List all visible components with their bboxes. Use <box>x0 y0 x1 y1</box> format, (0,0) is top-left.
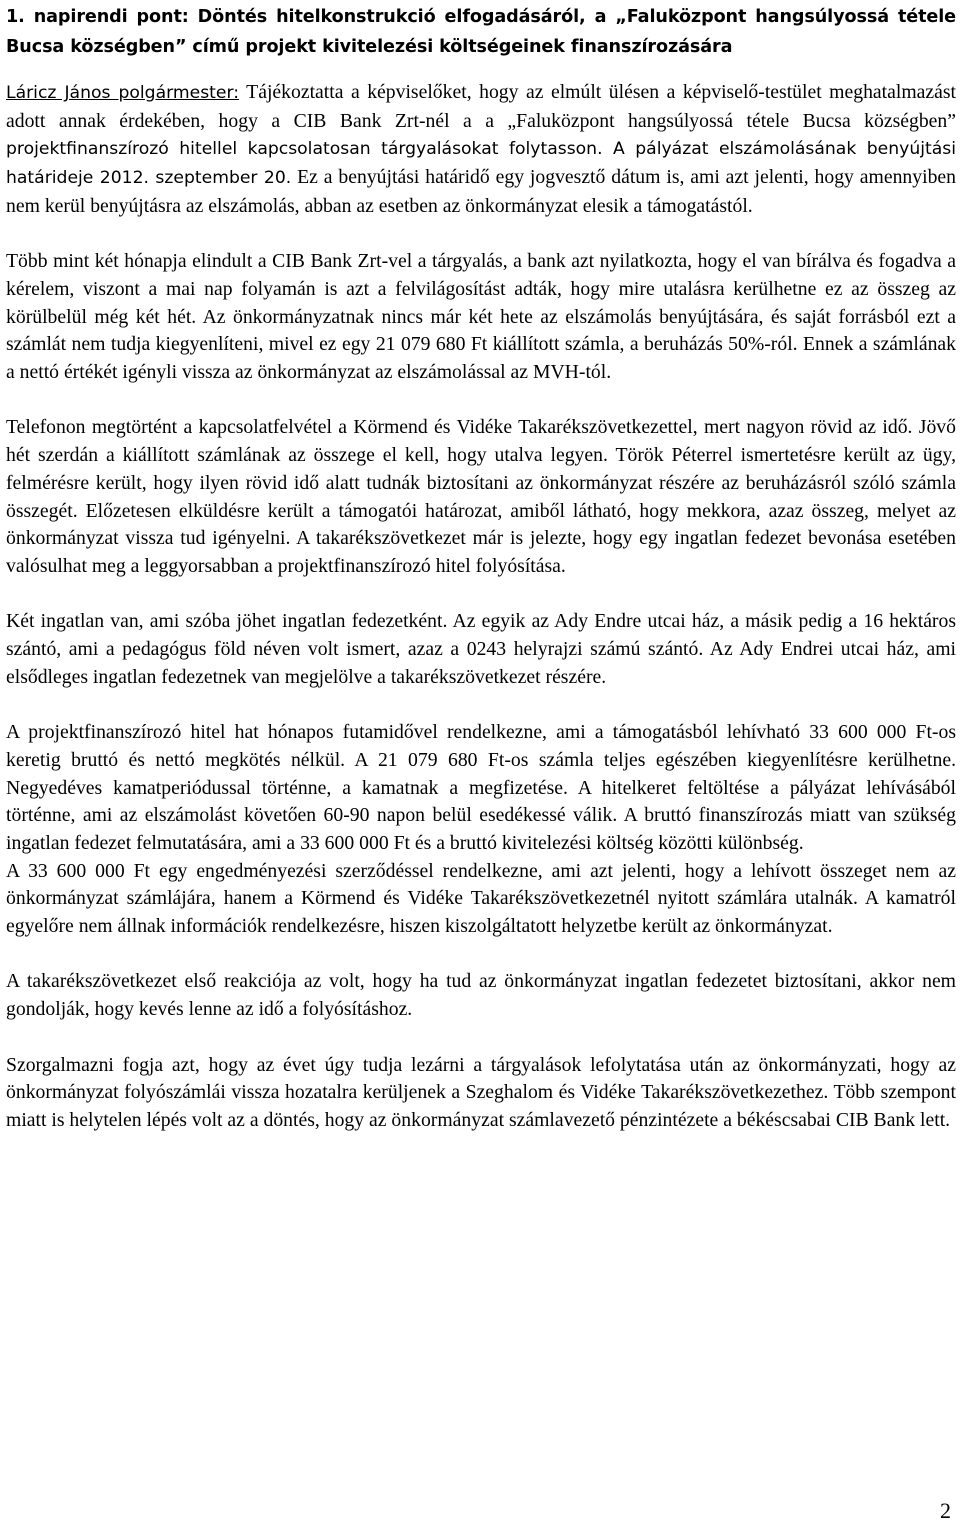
paragraph-cib-negotiation: Több mint két hónapja elindult a CIB Bank Zrt-vel a tárgyalás, a bank azt nyilatkozta, hogy el van bírálva és fogadva a kérelem, viszont a mai nap folyamán is azt a felvilágosítást adták, hogy mire utalásra kerülhetne ez az összeg az körülbelül még két hét. Az önkormányzatnak nincs már két hete az elszámolás benyújtására, és saját forrásból ezt a számlát nem tudja kiegyenlíteni, mivel ez egy 21 079 680 Ft kiállított számla, a beruházás 50%-ról. Ennek a számlának a nettó értékét igényli vissza az önkormányzat az elszámolással az MVH-tól. <box>6 250 956 384</box>
paragraph-assignment: A 33 600 000 Ft egy engedményezési szerződéssel rendelkezne, ami azt jelenti, hogy a lehívott összeget nem az önkormányzat számlájára, hanem a Körmend és Vidéke Takarékszövetkezetnél nyitott számlára utalnák. A kamatról egyelőre nem állnak információk rendelkezésre, hiszen kiszolgáltatott helyzetbe került az önkormányzat. <box>6 859 956 938</box>
page-number: 2 <box>940 1498 951 1523</box>
intro-text-c: Ez a benyújtási határidő egy jogvesztő dátum is, ami azt jelenti, hogy amennyiben nem kerül benyújtásra az elszámolás, abban az esetben az önkormányzat elesik a támogatástól. <box>6 166 956 217</box>
intro-text-a: Tájékoztatta a képviselőket, hogy az elmúlt ülésen a képviselő-testület meghatalmazást adott annak érdekében, hogy a CIB Bank Zrt-nél a a „Faluközpont hangsúlyossá tétele Bucsa községben” <box>6 81 956 132</box>
paragraph-loan-terms: A projektfinanszírozó hitel hat hónapos futamidővel rendelkezne, ami a támogatásból lehívható 33 600 000 Ft-os keretig bruttó és nettó megkötés nélkül. A 21 079 680 Ft-os számla teljes egészében kiegyenlítésre kerülhetne. Negyedéves kamatperiódussal történne, a kamatnak a megfizetése. A hitelkeret feltöltése a pályázat lehívásából történne, ami az elszámolást követően 60-90 napon belül esedékessé válik. A bruttó finanszírozás miatt van szükség ingatlan fedezet felmutatására, ami a 33 600 000 Ft és a bruttó kivitelezési költség közötti különbség. <box>6 721 956 854</box>
paragraph-first-reaction: A takarékszövetkezet első reakciója az volt, hogy ha tud az önkormányzat ingatlan fedezetet biztosítani, akkor nem gondolják, hogy kevés lenne az idő a folyósításhoz. <box>6 970 956 1021</box>
agenda-heading: 1. napirendi pont: Döntés hitelkonstrukció elfogadásáról, a „Faluközpont hangsúlyossá tétele Bucsa községben” című projekt kivitelezési költségeinek finanszírozására <box>6 7 956 57</box>
paragraph-account-transfer: Szorgalmazni fogja azt, hogy az évet úgy tudja lezárni a tárgyalások lefolytatása után az önkormányzati, hogy az önkormányzat folyószámlái vissza hozatalra kerüljenek a Szeghalom és Vidéke Takarékszövetkezethez. Több szempont miatt is helytelen lépés volt az a döntés, hogy az önkormányzat számlavezető pénzintézete a békéscsabai CIB Bank lett. <box>6 1053 956 1131</box>
intro-text-b: projektfinanszírozó hitellel kapcsolatosan tárgyalásokat folytasson. A pályázat elszámolásának benyújtási határideje 2012. szeptember 20. <box>6 139 956 189</box>
speaker-name: Láricz János polgármester: <box>6 83 240 103</box>
document-page <box>6 2 956 1135</box>
paragraph-savings-cooperative: Telefonon megtörtént a kapcsolatfelvétel a Körmend és Vidéke Takarékszövetkezettel, mert nagyon rövid az idő. Jövő hét szerdán a kiállított számlának az összege el kell, hogy utalva legyen. Török Péterrel ismertetésre került az ügy, felmérésre került, hogy ilyen rövid idő alatt tudnák biztosítani az önkormányzat részére az beruházásról szóló számla összegét. Előzetesen elküldésre került a támogatói határozat, amiből látható, hogy mekkora, azaz összeg, melyet az önkormányzat vissza tud igényelni. A takarékszövetkezet már is jelezte, hogy egy ingatlan fedezet bevonása esetében valósulhat meg a leggyorsabban a projektfinanszírozó hitel folyósítása. <box>6 416 956 577</box>
paragraph-collateral: Két ingatlan van, ami szóba jöhet ingatlan fedezetként. Az egyik az Ady Endre utcai ház, a másik pedig a 16 hektáros szántó, ami a pedagógus föld néven volt ismert, azaz a 0243 helyrajzi számú szántó. Az Ady Endrei utcai ház, ami elsődleges ingatlan fedezetnek van megjelölve a takarékszövetkezet részére. <box>6 610 956 688</box>
paragraph-intro <box>6 79 956 221</box>
